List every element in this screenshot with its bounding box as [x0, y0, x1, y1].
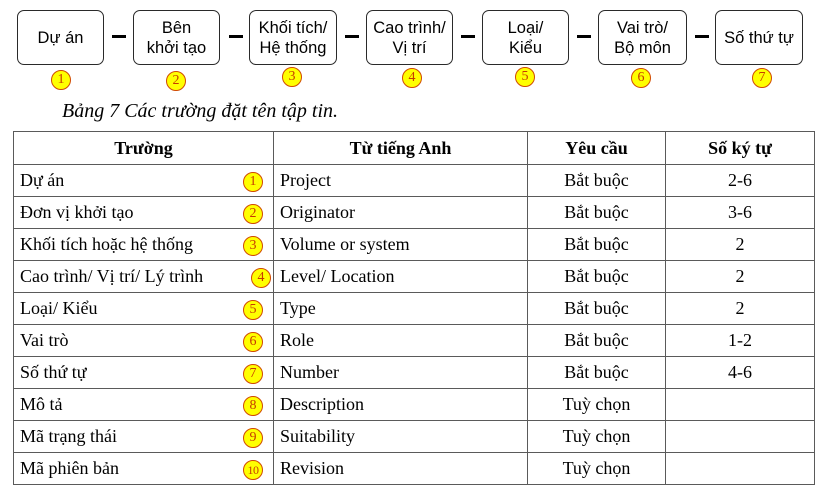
requirement-cell: Bắt buộc	[528, 197, 666, 229]
step-number-badge: 3	[282, 67, 302, 87]
char-count-cell: 2	[666, 261, 815, 293]
naming-fields-table	[13, 131, 815, 485]
english-cell: Suitability	[274, 421, 528, 453]
flow-step-originator: Bên khởi tạo	[133, 10, 220, 65]
field-name: Loại/ Kiểu	[20, 298, 98, 318]
column-header: Yêu cầu	[528, 132, 666, 165]
english-cell: Role	[274, 325, 528, 357]
requirement-cell: Bắt buộc	[528, 293, 666, 325]
char-count-cell	[666, 453, 815, 485]
char-count-cell	[666, 389, 815, 421]
flow-step-role: Vai trò/ Bộ môn	[598, 10, 687, 65]
flow-separator	[345, 35, 359, 38]
english-cell: Level/ Location	[274, 261, 528, 293]
english-cell: Type	[274, 293, 528, 325]
requirement-cell: Tuỳ chọn	[528, 421, 666, 453]
flow-separator	[229, 35, 243, 38]
requirement-cell: Bắt buộc	[528, 325, 666, 357]
field-cell	[14, 293, 274, 325]
step-number-badge: 1	[51, 70, 71, 90]
field-name: Khối tích hoặc hệ thống	[20, 234, 193, 254]
field-cell	[14, 453, 274, 485]
char-count-cell: 2	[666, 293, 815, 325]
requirement-cell: Bắt buộc	[528, 261, 666, 293]
step-number-badge: 5	[515, 67, 535, 87]
flow-step-project: Dự án	[17, 10, 104, 65]
field-cell	[14, 357, 274, 389]
flow-step-volume: Khối tích/ Hệ thống	[249, 10, 337, 65]
field-name: Số thứ tự	[20, 362, 87, 382]
requirement-cell: Bắt buộc	[528, 357, 666, 389]
column-header: Số ký tự	[666, 132, 815, 165]
field-cell	[14, 325, 274, 357]
field-cell	[14, 197, 274, 229]
table-row	[14, 389, 815, 421]
step-number-badge: 7	[752, 68, 772, 88]
requirement-cell: Tuỳ chọn	[528, 389, 666, 421]
field-name: Dự án	[20, 170, 65, 190]
requirement-cell: Bắt buộc	[528, 229, 666, 261]
requirement-cell: Bắt buộc	[528, 165, 666, 197]
field-name: Vai trò	[20, 330, 69, 350]
field-cell	[14, 421, 274, 453]
flow-step-type: Loại/ Kiểu	[482, 10, 569, 65]
english-cell: Number	[274, 357, 528, 389]
flow-step-level: Cao trình/ Vị trí	[366, 10, 453, 65]
field-number-badge: 9	[243, 428, 263, 448]
table-header-row	[14, 132, 815, 165]
field-cell	[14, 165, 274, 197]
field-number-badge: 10	[243, 460, 263, 480]
table-row	[14, 357, 815, 389]
flow-separator	[112, 35, 126, 38]
field-name: Đơn vị khởi tạo	[20, 202, 134, 222]
char-count-cell: 2	[666, 229, 815, 261]
field-number-badge: 1	[243, 172, 263, 192]
table-row	[14, 165, 815, 197]
field-number-badge: 7	[243, 364, 263, 384]
requirement-cell: Tuỳ chọn	[528, 453, 666, 485]
field-cell	[14, 229, 274, 261]
table-row	[14, 453, 815, 485]
english-cell: Volume or system	[274, 229, 528, 261]
english-cell: Project	[274, 165, 528, 197]
field-number-badge: 5	[243, 300, 263, 320]
flow-separator	[461, 35, 475, 38]
field-number-badge: 6	[243, 332, 263, 352]
table-row	[14, 325, 815, 357]
field-cell	[14, 389, 274, 421]
table-row	[14, 229, 815, 261]
table-caption: Bảng 7 Các trường đặt tên tập tin.	[62, 100, 339, 122]
table-row	[14, 261, 815, 293]
table-row	[14, 293, 815, 325]
step-number-badge: 2	[166, 71, 186, 91]
english-cell: Description	[274, 389, 528, 421]
field-cell	[14, 261, 274, 293]
field-number-badge: 4	[251, 268, 271, 288]
char-count-cell: 3-6	[666, 197, 815, 229]
column-header: Trường	[14, 132, 274, 165]
table-row	[14, 197, 815, 229]
english-cell: Revision	[274, 453, 528, 485]
char-count-cell: 2-6	[666, 165, 815, 197]
field-number-badge: 3	[243, 236, 263, 256]
flow-separator	[695, 35, 709, 38]
flow-step-number: Số thứ tự	[715, 10, 803, 65]
char-count-cell: 4-6	[666, 357, 815, 389]
table-row	[14, 421, 815, 453]
flow-separator	[577, 35, 591, 38]
column-header: Từ tiếng Anh	[274, 132, 528, 165]
english-cell: Originator	[274, 197, 528, 229]
field-name: Mô tả	[20, 394, 63, 414]
char-count-cell: 1-2	[666, 325, 815, 357]
field-number-badge: 2	[243, 204, 263, 224]
field-name: Cao trình/ Vị trí/ Lý trình	[20, 266, 204, 286]
char-count-cell	[666, 421, 815, 453]
field-name: Mã phiên bản	[20, 458, 119, 478]
field-number-badge: 8	[243, 396, 263, 416]
field-name: Mã trạng thái	[20, 426, 117, 446]
step-number-badge: 4	[402, 68, 422, 88]
step-number-badge: 6	[631, 68, 651, 88]
